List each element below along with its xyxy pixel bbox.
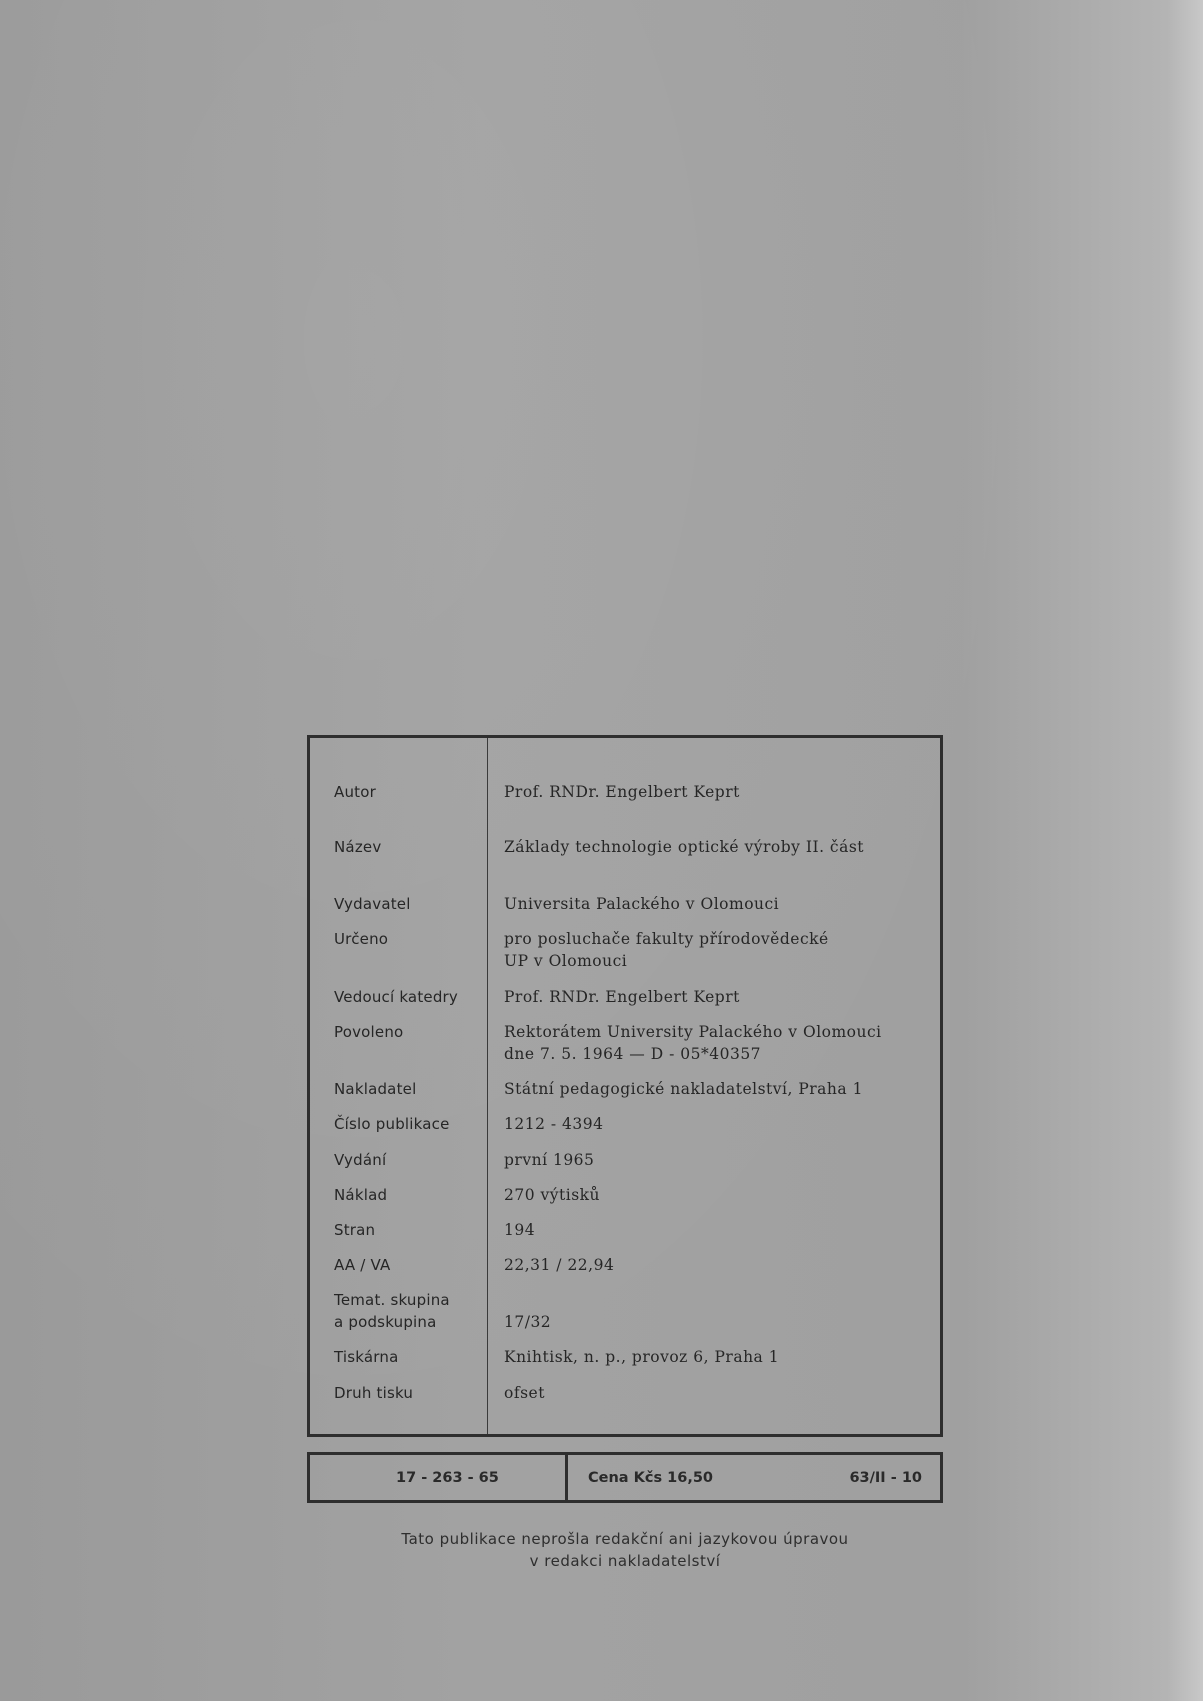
price-label: Cena Kčs 16,50 bbox=[588, 1470, 714, 1486]
editorial-notice-line2: v redakci nakladatelství bbox=[529, 1552, 721, 1570]
label-vydavatel: Vydavatel bbox=[334, 895, 411, 913]
value-druh-tisku: ofset bbox=[504, 1384, 545, 1402]
label-urceno: Určeno bbox=[334, 930, 389, 948]
publication-code: 17 - 263 - 65 bbox=[396, 1470, 499, 1486]
value-povoleno-line2: dne 7. 5. 1964 — D - 05*40357 bbox=[504, 1045, 762, 1063]
value-urceno-line1: pro posluchače fakulty přírodovědecké bbox=[504, 930, 829, 948]
label-stran: Stran bbox=[334, 1221, 376, 1239]
value-vedouci-katedry: Prof. RNDr. Engelbert Keprt bbox=[504, 988, 740, 1006]
label-tiskarna: Tiskárna bbox=[334, 1348, 399, 1366]
label-naklad: Náklad bbox=[334, 1186, 388, 1204]
value-vydani: první 1965 bbox=[504, 1151, 595, 1169]
value-aa-va: 22,31 / 22,94 bbox=[504, 1256, 615, 1274]
label-aa-va: AA / VA bbox=[334, 1256, 391, 1274]
value-naklad: 270 výtisků bbox=[504, 1186, 601, 1204]
price-strip bbox=[307, 1452, 943, 1503]
imprint-table bbox=[307, 735, 943, 1437]
label-nakladatel: Nakladatel bbox=[334, 1080, 417, 1098]
value-stran: 194 bbox=[504, 1221, 536, 1239]
label-nazev: Název bbox=[334, 838, 382, 856]
imprint-column-divider bbox=[487, 738, 488, 1434]
value-cislo-publikace: 1212 - 4394 bbox=[504, 1115, 604, 1133]
label-cislo-publikace: Číslo publikace bbox=[334, 1115, 450, 1133]
label-vedouci-katedry: Vedoucí katedry bbox=[334, 988, 459, 1006]
label-autor: Autor bbox=[334, 783, 376, 801]
editorial-notice bbox=[307, 1528, 943, 1572]
label-povoleno: Povoleno bbox=[334, 1023, 404, 1041]
value-urceno-line2: UP v Olomouci bbox=[504, 952, 628, 970]
catalog-number: 63/II - 10 bbox=[849, 1470, 922, 1486]
value-tiskarna: Knihtisk, n. p., provoz 6, Praha 1 bbox=[504, 1348, 780, 1366]
label-temat-skupina: Temat. skupina a podskupina bbox=[334, 1291, 450, 1331]
value-povoleno-line1: Rektorátem University Palackého v Olomouci bbox=[504, 1023, 882, 1041]
value-vydavatel: Universita Palackého v Olomouci bbox=[504, 895, 780, 913]
label-druh-tisku: Druh tisku bbox=[334, 1384, 414, 1402]
value-nakladatel: Státní pedagogické nakladatelství, Praha 1 bbox=[504, 1080, 863, 1098]
price-strip-divider bbox=[565, 1455, 568, 1500]
label-vydani: Vydání bbox=[334, 1151, 387, 1169]
value-nazev: Základy technologie optické výroby II. část bbox=[504, 838, 865, 856]
value-autor: Prof. RNDr. Engelbert Keprt bbox=[504, 783, 740, 801]
value-temat-skupina: 17/32 bbox=[504, 1313, 552, 1331]
editorial-notice-line1: Tato publikace neprošla redakční ani jazykovou úpravou bbox=[401, 1530, 849, 1548]
